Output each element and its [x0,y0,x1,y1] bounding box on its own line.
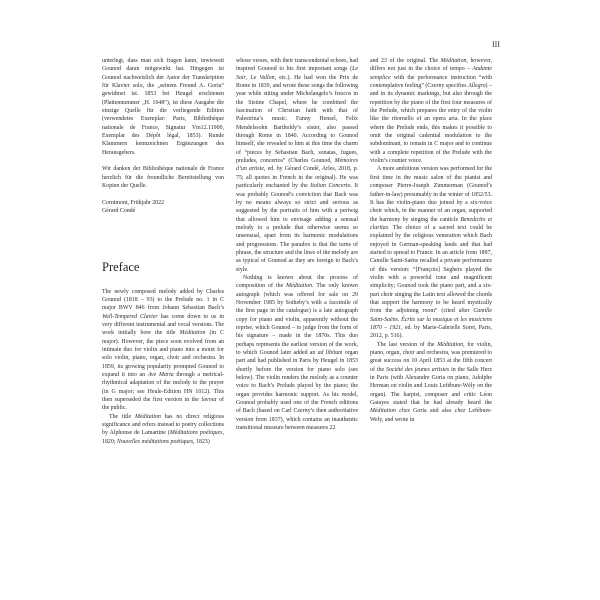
text-column-1 [102,57,224,446]
acknowledgement-continued: unterlegt, dass man sich fragen kann, inwieweit Gounod daran mitgewirkt hat. Hingegen ist Gounod nachweislich der Autor der Transkription für Klavier solo, die „seinem Freund A. Goria“ gewidmet ist. 1853 bei Heugel erschienen (Plattennummer „H. 1648“), ist diese Ausgabe die einzige Quelle für die vorliegende Edition (verwendetes Exemplar: Paris, Bibliothèque nationale de France, Signatur Vm12.11900, Exemplar des Dépôt légal, 1853). Runde Klammern kennzeichnen Ergänzungen des Herausgebers. [102,58,224,156]
preface-paragraph-7: The last version of the Méditation, for violin, piano, organ, choir and orchestra, was premiered to great success on 10 April 1853 at the fifth concert of the Société des jeunes artistes in the Salle Herz in Paris (with Alexandre Goria on piano, Adolphe Herman on violin and Louis Lefébure-Wély on the organ). The harpist, composer and critic Léon Gatayes stated that he had already heard the Méditation chez Goria and also chez Lefébure-Wely, and wrote in [370,341,492,423]
signature-place-date: Cornimont, Frühjahr 2022 [102,199,165,206]
page-number: III [492,40,500,49]
preface-paragraph-3: whose verses, with their transcendental echoes, had inspired Gounod to his first important songs (Le Soir, Le Vallon, etc.). He had won the Prix de Rome in 1839, and wrote these songs the following year while sitting under Michelangelo’s frescos in the Sistine Chapel, where he combined the fascination of Christian faith with that of Palestrina’s music. Fanny Hensel, Felix Mendelssohn Bartholdy’s sister, also passed through Rome in 1840. According to Gounod himself, she revealed to him at this time the charm of “pieces by Sebastian Bach, sonatas, fugues, preludes, concertos” (Charles Gounod, Mémoires d’un artiste, ed. by Gérard Condé, Arles, 2018, p. 75; all quotes in French in the original). He was particularly enchanted by the Italian Concerto. It was probably Gounod’s conviction that Bach was by no means always so strict and serious as suggested by the portraits of him with a periwig that allowed him to envisage adding a sensual melody to a prelude that otherwise seems so unsensual, apart from its harmonic modulations and progressions. The paradox is that the turns of phrase, the structure and the lines of the melody are as typical of Gounod as they are foreign to Bach’s style. [236,58,359,273]
text-column-2 [236,57,358,432]
signature-author: Gérard Condé [102,208,136,215]
preface-paragraph-6: A more ambitious version was performed for the first time in the music salon of the pianist and composer Pierre-Joseph Zimmerman (Gounod’s father-in-law) presumably in the winter of 1852/53. It has the violin-piano duo joined by a six-voice choir which, in the manner of an organ, supported the harmony by singing the canticle Benedictio et claritas. The choice of a sacred text could be explained by the religious veneration which Bach enjoyed in German-speaking lands and that had started to spread to France. In an article from 1897, Camille Saint-Saëns recalled a private performance of this version: “[François] Seghers played the violin with a powerful tone and magnificent simplicity; Gounod took the piano part, and a six-part choir singing the Latin text allowed the chords that support the harmony to be heard mystically from the adjoining room” (cited after Camille Saint-Saëns. Écrits sur la musique et les musiciens 1870 – 1921, ed. by Marie-Gabrielle Soret, Paris, 2012, p. 516). [370,166,492,340]
preface-paragraph-2: The title Méditation has no direct religious significance and refers instead to poetry collections by Alphonse de Lamartine (Méditations poétiques, 1820; Nouvelles méditations poétiques, 1823) [102,413,224,445]
text-column-3 [370,57,492,424]
preface-paragraph-4: Nothing is known about the process of composition of the Méditation. The only known autograph (which was offered for sale on 29 November 1985 by Sotheby’s with a facsimile of the first page in the catalogue) is a late autograph copy for piano and violin, apparently without the reprise, which Gounod – to judge from the form of his signature – made in the 1870s. This duo perhaps represents the earliest version of the work, to which Gounod later added an ad libitum organ part and had published in Paris by Heugel in 1853 shortly before the version for piano solo (see below). The violin renders the melody as a counter voice to Bach’s Prelude played by the piano; the organ provides harmonic support. As his model, Gounod probably used one of the French editions of Bach (based on Carl Czerny’s then authoritative version from 1837), which contains an inauthentic transitional measure between measures 22 [236,274,358,432]
thanks-paragraph: Wir danken der Bibliothèque nationale de France herzlich für die freundliche Bereitstellung von Kopien der Quelle. [102,166,224,190]
section-heading-preface: Preface [102,259,140,274]
preface-paragraph-5: and 23 of the original. The Méditation, however, differs not just in the choice of tempo – Andante semplice with the performance instruction “with contemplative feeling” (Czerny specifies Allegro) – and in its dynamic markings, but also through the repetition by the piano of the first four measures of the Prelude, which prepares the entry of the violin like the ritornello of an opera aria. In the place where the Prelude ends, this makes it possible to omit the original cadential modulation to the subdominant, to remain in C major and to continue with a complete repetition of the Prelude with the violin’s counter voice. [370,58,493,165]
preface-paragraph-1: The newly composed melody added by Charles Gounod (1818 – 93) to the Prelude no. 1 in C major BWV 846 from Johann Sebastian Bach’s Well-Tempered Clavier has come down to us in very different instrumental and vocal versions. The work initially bore the title Méditation (in C major). However, the piece soon evolved from an intimate duo for violin and piano into a motet for solo violin, piano, organ, choir and orchestra. In 1859, its growing popularity prompted Gounod to expand it into an Ave Maria through a metrical-rhythmical adaptation of the melody to the prayer (in G major; see Heule-Edition HN 1012). This then superseded the first version in the favour of the public. [102,288,225,412]
